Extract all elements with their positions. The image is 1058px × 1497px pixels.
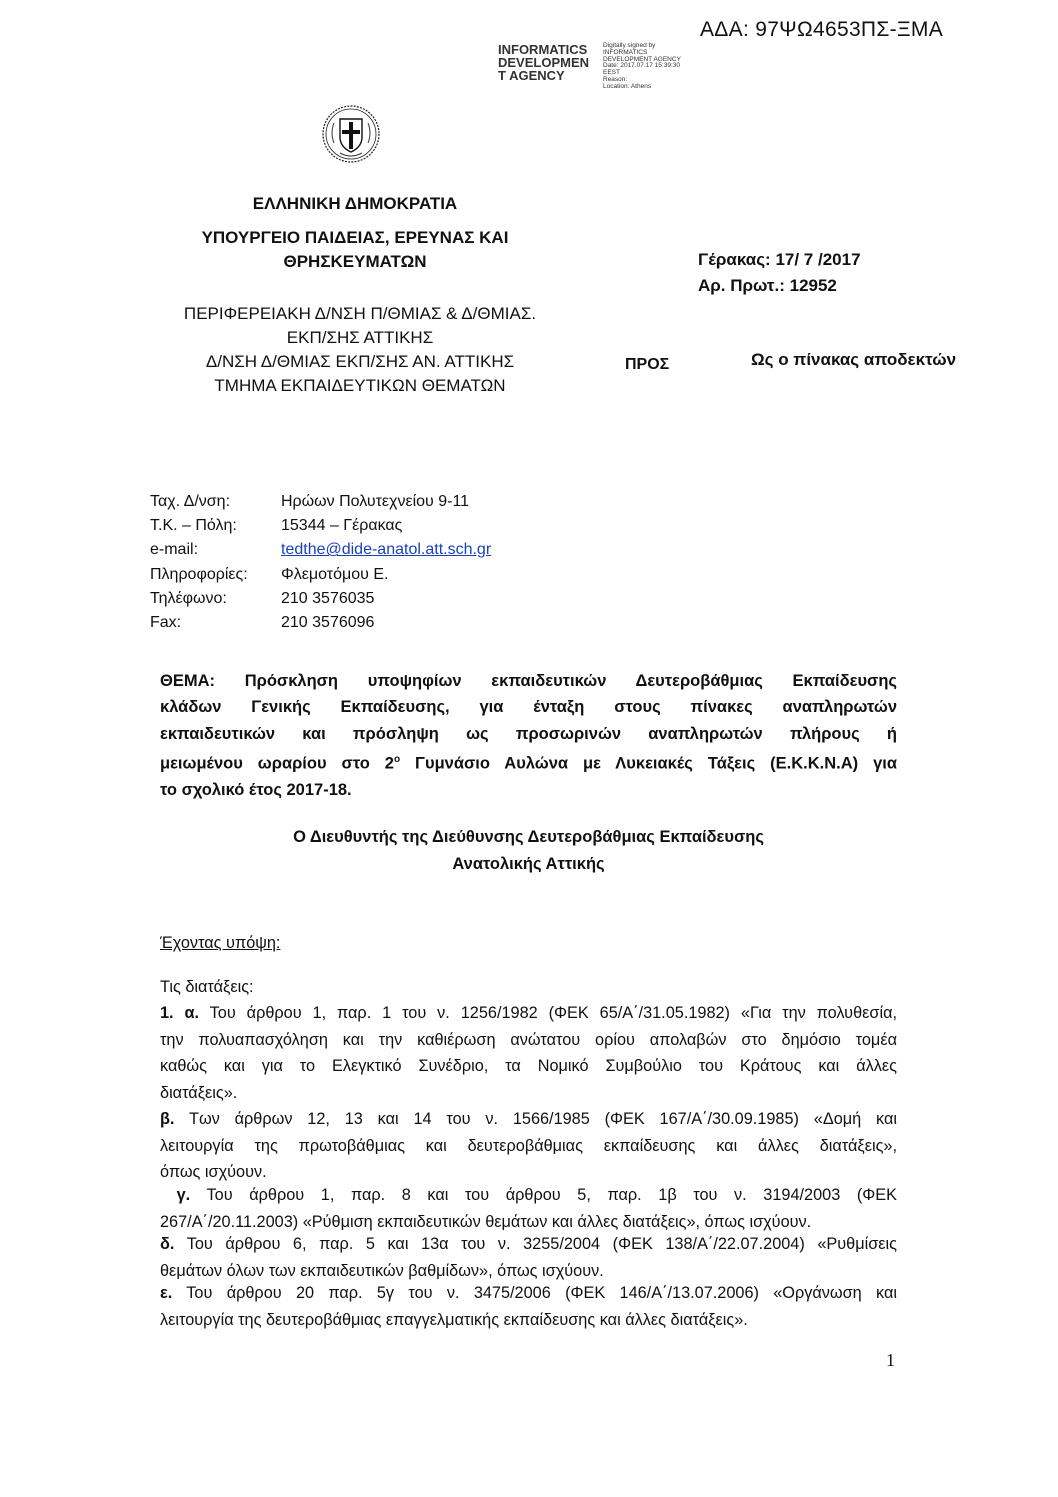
provision-item xyxy=(160,1280,897,1333)
subject-text: μειωμένου ωραρίου στο 2 xyxy=(160,754,394,773)
having-regard-text: Έχοντας υπόψη: xyxy=(160,934,281,952)
republic-title: ΕΛΛΗΝΙΚΗ ΔΗΜΟΚΡΑΤΙΑ xyxy=(252,194,458,213)
address-value: Ηρώων Πολυτεχνείου 9-11 xyxy=(281,493,470,510)
provision-item xyxy=(160,1182,897,1235)
protocol-line: Αρ. Πρωτ.: 12952 xyxy=(698,276,837,295)
director-block xyxy=(160,824,897,877)
org-line: ΠΕΡΙΦΕΡΕΙΑΚΗ Δ/ΝΣΗ Π/ΘΜΙΑΣ & Δ/ΘΜΙΑΣ. xyxy=(183,304,537,323)
address-label: Ταχ. Δ/νση: xyxy=(150,493,231,510)
item-line: Του άρθρου 1, παρ. 8 και του άρθρου 5, παρ. 1β του ν. 3194/2003 (ΦΕΚ xyxy=(206,1186,898,1204)
address-value: 210 3576035 xyxy=(281,589,375,607)
address-row xyxy=(150,538,491,562)
signature-details xyxy=(603,43,681,91)
item-marker: 1. α. xyxy=(160,1004,200,1022)
item-line: λειτουργία της πρωτοβάθμιας και δευτεροβάθμιας εκπαίδευσης και άλλες διατάξεις», xyxy=(160,1136,897,1155)
signature-detail-line: DEVELOPMENT AGENCY xyxy=(603,55,681,63)
superscript: ο xyxy=(393,753,401,765)
date-line: Γέρακας: 17/ 7 /2017 xyxy=(698,250,861,269)
signature-org-line: T AGENCY xyxy=(498,68,565,83)
address-row xyxy=(150,611,491,635)
org-line: ΤΜΗΜΑ ΕΚΠΑΙΔΕΥΤΙΚΩΝ ΘΕΜΑΤΩΝ xyxy=(214,376,506,395)
item-line: διατάξεις». xyxy=(160,1083,238,1102)
signature-detail-line: Location: Athens xyxy=(603,82,652,90)
address-value: Φλεμοτόμου Ε. xyxy=(281,565,389,583)
address-label: Τ.Κ. – Πόλη: xyxy=(150,517,237,535)
org-line: Δ/ΝΣΗ Δ/ΘΜΙΑΣ ΕΚΠ/ΣΗΣ ΑΝ. ΑΤΤΙΚΗΣ xyxy=(205,352,515,371)
subject-line: το σχολικό έτος 2017-18. xyxy=(160,780,352,799)
address-row xyxy=(150,587,491,611)
item-line: λειτουργία της δευτεροβάθμιας επαγγελματικής εκπαίδευσης και άλλες διατάξεις». xyxy=(160,1310,748,1329)
address-label: Τηλέφωνο: xyxy=(150,589,227,607)
address-value: 210 3576096 xyxy=(281,614,375,632)
item-marker: δ. xyxy=(160,1235,175,1253)
to-label: ΠΡΟΣ xyxy=(625,356,670,373)
provision-item xyxy=(160,1106,897,1186)
recipients: Ως ο πίνακας αποδεκτών xyxy=(751,350,957,369)
provision-item xyxy=(160,1000,897,1106)
page-number: 1 xyxy=(886,1350,895,1370)
address-row xyxy=(150,563,491,587)
signature-org-line: DEVELOPMEN xyxy=(498,55,590,70)
address-label: e-mail: xyxy=(150,541,199,559)
signature-detail-line: Date: 2017.07.17 15:39:30 xyxy=(603,62,680,70)
signature-detail-line: EEST xyxy=(603,69,620,77)
item-marker: β. xyxy=(160,1110,175,1128)
address-row xyxy=(150,490,491,514)
address-label: Πληροφορίες: xyxy=(150,565,248,583)
provisions-intro: Τις διατάξεις: xyxy=(160,978,254,996)
item-line: θεμάτων όλων των εκπαιδευτικών βαθμίδων», όπως ισχύουν. xyxy=(160,1261,604,1280)
provision-item xyxy=(160,1231,897,1284)
email-link[interactable]: tedthe@dide-anatol.att.sch.gr xyxy=(281,541,492,559)
item-line: 267/Α΄/20.11.2003) «Ρύθμιση εκπαιδευτικών θεμάτων και άλλες διατάξεις», όπως ισχύουν. xyxy=(160,1212,812,1231)
ada-code: ΑΔΑ: 97ΨΩ4653ΠΣ-ΞΜΑ xyxy=(700,18,944,41)
subject-line xyxy=(160,747,897,777)
subject-line: ΘΕΜΑ: Πρόσκληση υποψηφίων εκπαιδευτικών Δευτεροβάθμιας Εκπαίδευσης xyxy=(160,672,897,690)
subject-text: Γυμνάσιο Αυλώνα με Λυκειακές Τάξεις (Ε.Κ.Κ.Ν.Α) για xyxy=(400,754,898,773)
address-value: 15344 – Γέρακας xyxy=(281,517,403,535)
org-block xyxy=(150,302,570,398)
item-marker: γ. xyxy=(176,1186,191,1204)
signature-detail-line: Digitally signed by xyxy=(603,42,656,49)
item-line: Του άρθρου 20 παρ. 5γ του ν. 3475/2006 (ΦΕΚ 146/Α΄/13.07.2006) «Οργάνωση και xyxy=(186,1284,897,1302)
subject-line: κλάδων Γενικής Εκπαίδευσης, για ένταξη στους πίνακες αναπληρωτών xyxy=(160,698,897,717)
item-line: Του άρθρου 1, παρ. 1 του ν. 1256/1982 (ΦΕΚ 65/Α΄/31.05.1982) «Για την πολυθεσία, xyxy=(209,1004,897,1022)
signature-detail-line: Reason: xyxy=(603,75,628,83)
subject-block xyxy=(160,668,897,803)
address-label: Fax: xyxy=(150,614,182,632)
org-line: ΕΚΠ/ΣΗΣ ΑΤΤΙΚΗΣ xyxy=(286,328,434,347)
item-marker: ε. xyxy=(160,1284,173,1302)
director-line: Ανατολικής Αττικής xyxy=(452,854,605,873)
signature-org-line: INFORMATICS xyxy=(498,42,588,57)
item-line: την πολυαπασχόληση και την καθιέρωση ανώτατου ορίου απολαβών στο δημόσιο τομέα xyxy=(160,1030,897,1049)
signature-org xyxy=(498,43,589,82)
item-line: Του άρθρου 6, παρ. 5 και 13α του ν. 3255/2004 (ΦΕΚ 138/Α΄/22.07.2004) «Ρυθμίσεις xyxy=(186,1235,897,1253)
address-block xyxy=(150,490,491,635)
having-regard xyxy=(160,930,897,957)
item-line: Των άρθρων 12, 13 και 14 του ν. 1566/1985 (ΦΕΚ 167/Α΄/30.09.1985) «Δομή και xyxy=(189,1110,897,1128)
director-line: Ο Διευθυντής της Διεύθυνσης Δευτεροβάθμιας Εκπαίδευσης xyxy=(293,828,764,846)
subject-line: εκπαιδευτικών και πρόσληψη ως προσωρινών αναπληρωτών πλήρους ή xyxy=(160,724,897,743)
item-line: καθώς και για το Ελεγκτικό Συνέδριο, τα Νομικό Συμβούλιο του Κράτους και άλλες xyxy=(160,1057,897,1075)
ministry-line-1: ΥΠΟΥΡΓΕΙΟ ΠΑΙΔΕΙΑΣ, ΕΡΕΥΝΑΣ ΚΑΙ xyxy=(201,228,509,247)
signature-detail-line: INFORMATICS xyxy=(603,48,648,56)
ministry-line-2: ΘΡΗΣΚΕΥΜΑΤΩΝ xyxy=(283,252,427,271)
address-row xyxy=(150,514,491,538)
item-line: όπως ισχύουν. xyxy=(160,1163,267,1181)
coat-of-arms-icon xyxy=(320,103,382,165)
